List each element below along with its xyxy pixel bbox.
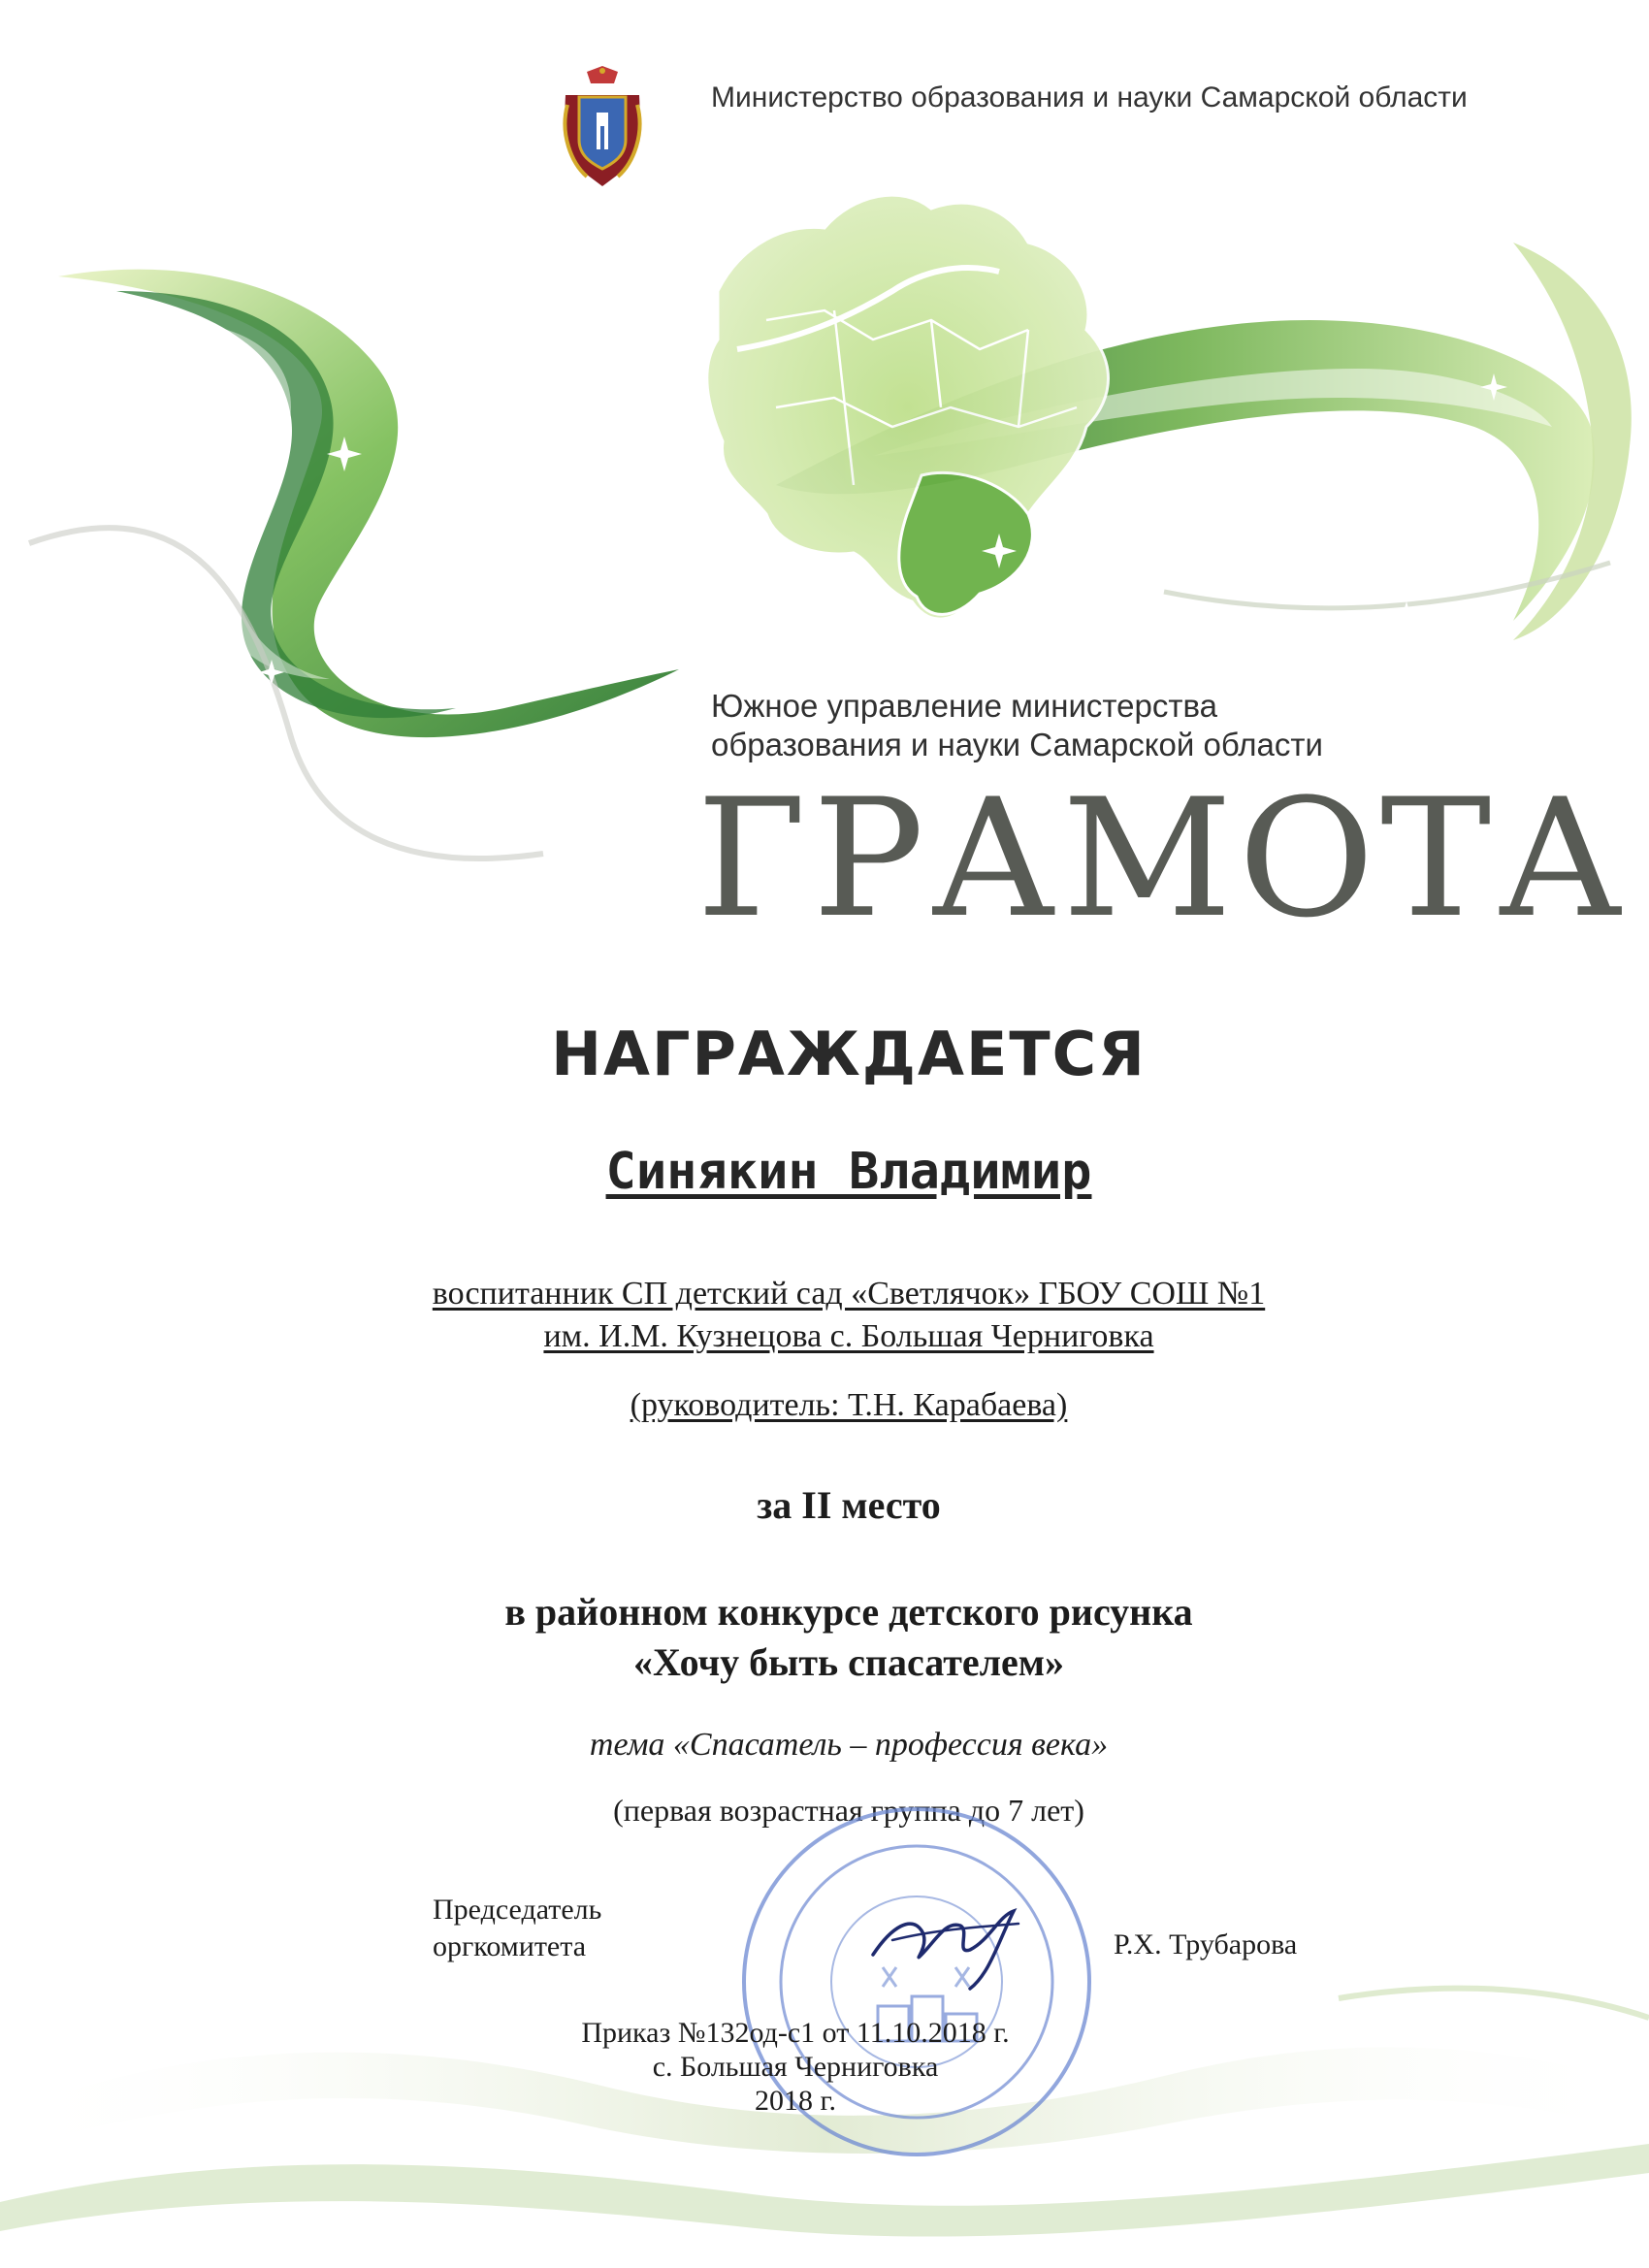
contest-line-2: «Хочу быть спасателем» [632, 1640, 1065, 1684]
chair-role-line-2: оргкомитета [433, 1930, 587, 1962]
recipient-description [242, 1273, 1455, 1358]
handwritten-signature [854, 1887, 1048, 1993]
department-line-2: образования и науки Самарской области [711, 727, 1323, 762]
theme-line: тема «Спасатель – профессия века» [589, 1727, 1109, 1763]
chair-role-line-1: Председатель [433, 1894, 602, 1926]
supervisor-line: (руководитель: Т.Н. Карабаева) [630, 1387, 1068, 1423]
coat-of-arms-icon [558, 66, 647, 192]
place-line: за II место [757, 1483, 941, 1527]
document-title: ГРАМОТА [696, 763, 1630, 954]
awarded-heading: НАГРАЖДАЕТСЯ [551, 1019, 1147, 1089]
contest-line-1: в районном конкурсе детского рисунка [504, 1590, 1193, 1634]
signer-name: Р.Х. Трубарова [1114, 1928, 1298, 1960]
department-name [711, 687, 1323, 764]
department-line-1: Южное управление министерства [711, 688, 1218, 724]
order-number: Приказ №132од-с1 от 11.10.2018 г. [581, 2017, 1010, 2049]
order-reference [466, 2016, 1125, 2118]
contest-description [242, 1587, 1455, 1688]
pupil-line-2: им. И.М. Кузнецова с. Большая Черниговка [543, 1318, 1154, 1354]
pupil-line-1: воспитанник СП детский сад «Светлячок» ГБОУ СОШ №1 [432, 1276, 1266, 1312]
chair-role [433, 1892, 601, 1965]
recipient-name: Синякин Владимир [605, 1143, 1092, 1201]
order-place: с. Большая Черниговка [652, 2051, 939, 2083]
order-year: 2018 г. [755, 2085, 836, 2117]
age-group-line: (первая возрастная группа до 7 лет) [613, 1793, 1084, 1828]
swoosh-left [58, 270, 679, 737]
region-map [707, 195, 1109, 619]
ministry-name: Министерство образования и науки Самарской области [711, 81, 1468, 113]
